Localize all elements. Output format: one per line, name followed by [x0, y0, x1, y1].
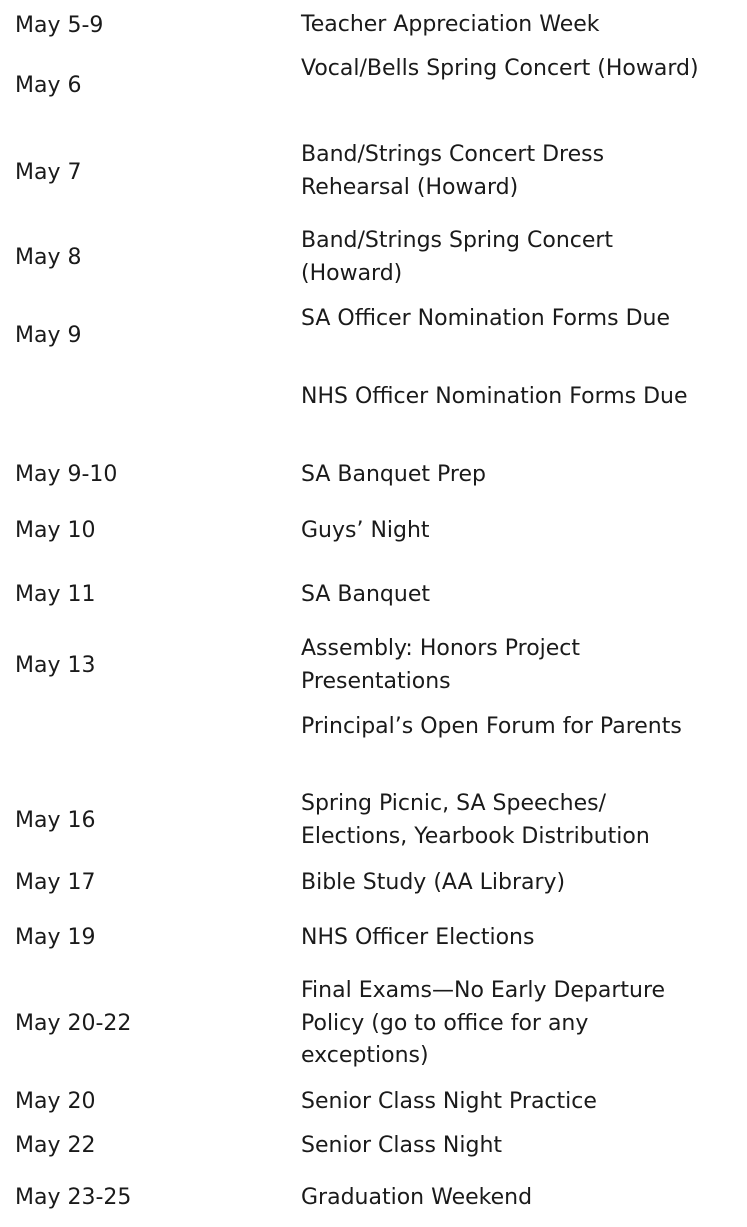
event-description: Senior Class Night Practice [301, 1089, 597, 1114]
event-date: May 6 [15, 73, 82, 98]
event-description: Spring Picnic, SA Speeches/ Elections, Yearbook Distribution [301, 791, 650, 849]
event-date: May 20 [15, 1089, 96, 1114]
event-description: Assembly: Honors Project Presentations [301, 636, 581, 694]
event-date: May 16 [15, 808, 96, 833]
event-description: Graduation Weekend [301, 1185, 533, 1210]
event-date: May 23-25 [15, 1185, 132, 1210]
event-date: May 19 [15, 925, 96, 950]
event-date: May 9-10 [15, 462, 118, 487]
event-date: May 22 [15, 1133, 96, 1158]
event-date: May 13 [15, 653, 96, 678]
event-description: Band/Strings Spring Concert (Howard) [301, 228, 614, 286]
event-description: Final Exams—No Early Departure Policy (go to office for any exceptions) [301, 978, 666, 1068]
event-date: May 10 [15, 518, 96, 543]
event-date: May 7 [15, 160, 82, 185]
event-description: Bible Study (AA Library) [301, 870, 566, 895]
event-description: Guys’ Night [301, 518, 430, 543]
event-description: NHS Officer Nomination Forms Due [301, 384, 688, 409]
event-description: SA Officer Nomination Forms Due [301, 306, 670, 331]
event-description: Principal’s Open Forum for Parents [301, 714, 682, 739]
event-date: May 17 [15, 870, 96, 895]
event-date: May 8 [15, 245, 82, 270]
event-date: May 11 [15, 582, 96, 607]
event-description: Senior Class Night [301, 1133, 503, 1158]
event-description: Band/Strings Concert Dress Rehearsal (Howard) [301, 142, 605, 200]
event-description: Teacher Appreciation Week [301, 12, 600, 37]
event-description: Vocal/Bells Spring Concert (Howard) [301, 56, 699, 81]
event-description: SA Banquet [301, 582, 431, 607]
event-date: May 5-9 [15, 13, 104, 38]
event-date: May 9 [15, 323, 82, 348]
event-date: May 20-22 [15, 1011, 132, 1036]
event-description: NHS Officer Elections [301, 925, 535, 950]
event-description: SA Banquet Prep [301, 462, 486, 487]
